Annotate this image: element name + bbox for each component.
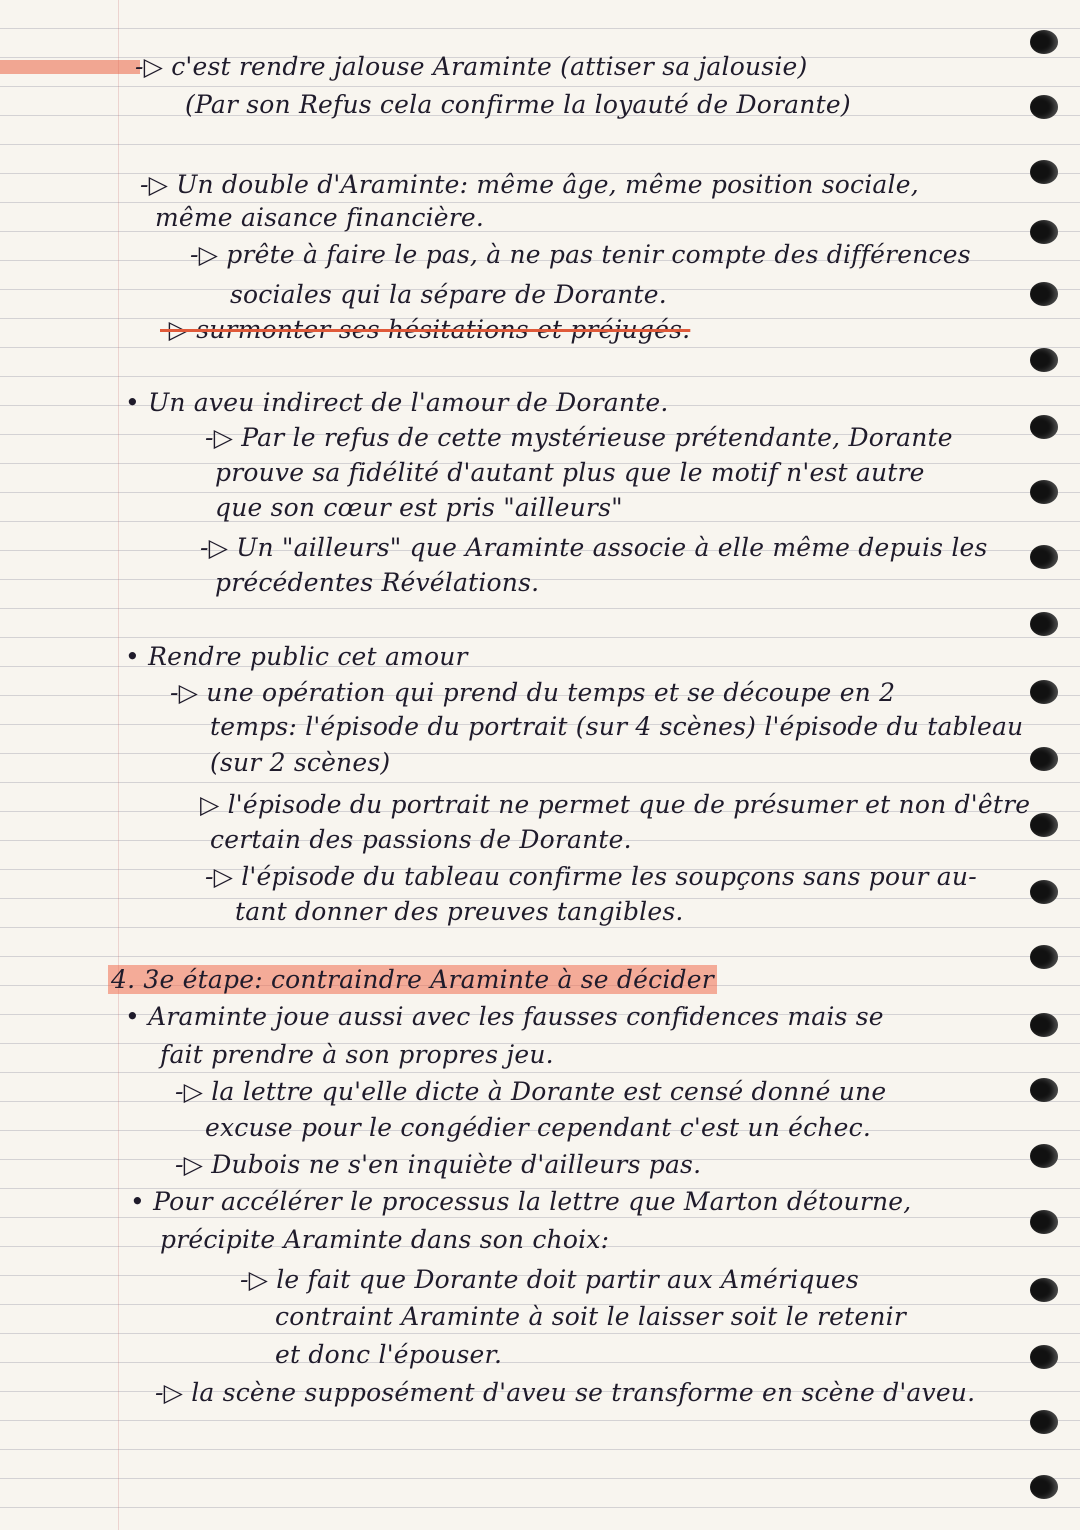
- note-text: -▷ l'épisode du tableau confirme les soupçons sans pour au-: [205, 862, 977, 891]
- note-text: même aisance financière.: [155, 203, 485, 232]
- note-line: [160, 315, 690, 344]
- note-text: que son cœur est pris "ailleurs": [215, 493, 623, 522]
- note-text: excuse pour le congédier cependant c'est un échec.: [205, 1113, 871, 1142]
- note-line: [200, 790, 1030, 819]
- note-text: -▷ Un "ailleurs" que Araminte associe à elle même depuis les: [200, 533, 988, 562]
- note-text: • Un aveu indirect de l'amour de Dorante.: [125, 388, 669, 417]
- note-text: temps: l'épisode du portrait (sur 4 scènes) l'épisode du tableau: [210, 712, 1024, 741]
- note-text: (Par son Refus cela confirme la loyauté de Dorante): [185, 90, 851, 119]
- note-line: [155, 1378, 975, 1407]
- note-text: tant donner des preuves tangibles.: [235, 897, 684, 926]
- note-line: [215, 568, 539, 597]
- note-line: [175, 1150, 701, 1179]
- note-text: -▷ c'est rendre jalouse Araminte (attiser sa jalousie): [135, 52, 808, 81]
- note-line: [210, 825, 632, 854]
- note-text: -▷ la lettre qu'elle dicte à Dorante est censé donné une: [175, 1077, 887, 1106]
- section-heading: [108, 965, 717, 994]
- note-text: 4. 3e étape: contraindre Araminte à se décider: [108, 965, 717, 994]
- note-text: -▷ surmonter ses hésitations et préjugés.: [160, 315, 691, 344]
- note-line: [205, 423, 953, 452]
- note-line: [275, 1340, 502, 1369]
- note-text: -▷ le fait que Dorante doit partir aux Amériques: [240, 1265, 859, 1294]
- note-line: [235, 897, 684, 926]
- note-line: [200, 533, 988, 562]
- note-line: [140, 170, 919, 199]
- note-text: fait prendre à son propres jeu.: [160, 1040, 554, 1069]
- note-line: [205, 1113, 871, 1142]
- note-line: [175, 1077, 886, 1106]
- note-text: -▷ Par le refus de cette mystérieuse prétendante, Dorante: [205, 423, 953, 452]
- note-text: précédentes Révélations.: [215, 568, 540, 597]
- note-text: et donc l'épouser.: [275, 1340, 503, 1369]
- note-text: -▷ Un double d'Araminte: même âge, même position sociale,: [140, 170, 919, 199]
- note-text: précipite Araminte dans son choix:: [160, 1225, 610, 1254]
- note-text: • Pour accélérer le processus la lettre que Marton détourne,: [130, 1187, 912, 1216]
- note-text: certain des passions de Dorante.: [210, 825, 632, 854]
- note-text: sociales qui la sépare de Dorante.: [230, 280, 667, 309]
- note-line: [160, 1040, 554, 1069]
- note-line: [230, 280, 667, 309]
- note-line: [205, 862, 977, 891]
- note-text: -▷ la scène supposément d'aveu se transforme en scène d'aveu.: [155, 1378, 976, 1407]
- note-line: [125, 642, 468, 671]
- note-text: contraint Araminte à soit le laisser soit le retenir: [275, 1302, 906, 1331]
- note-text: • Rendre public cet amour: [125, 642, 468, 671]
- note-text: -▷ une opération qui prend du temps et se découpe en 2: [170, 678, 896, 707]
- note-text: ▷ l'épisode du portrait ne permet que de présumer et non d'être: [200, 790, 1031, 819]
- note-line: [135, 52, 807, 81]
- note-line: [125, 1002, 884, 1031]
- note-line: [275, 1302, 906, 1331]
- note-line: [185, 90, 851, 119]
- note-line: [210, 748, 390, 777]
- note-line: [240, 1265, 859, 1294]
- note-text: (sur 2 scènes): [210, 748, 391, 777]
- note-text: -▷ Dubois ne s'en inquiète d'ailleurs pas.: [175, 1150, 702, 1179]
- note-text: • Araminte joue aussi avec les fausses confidences mais se: [125, 1002, 884, 1031]
- note-line: [190, 240, 971, 269]
- note-line: [210, 712, 1023, 741]
- note-line: [160, 1225, 609, 1254]
- note-line: [125, 388, 669, 417]
- note-line: [170, 678, 895, 707]
- note-text: prouve sa fidélité d'autant plus que le motif n'est autre: [215, 458, 925, 487]
- note-line: [130, 1187, 911, 1216]
- note-text: -▷ prête à faire le pas, à ne pas tenir compte des différences: [190, 240, 971, 269]
- note-line: [215, 493, 623, 522]
- note-line: [155, 203, 484, 232]
- note-line: [215, 458, 925, 487]
